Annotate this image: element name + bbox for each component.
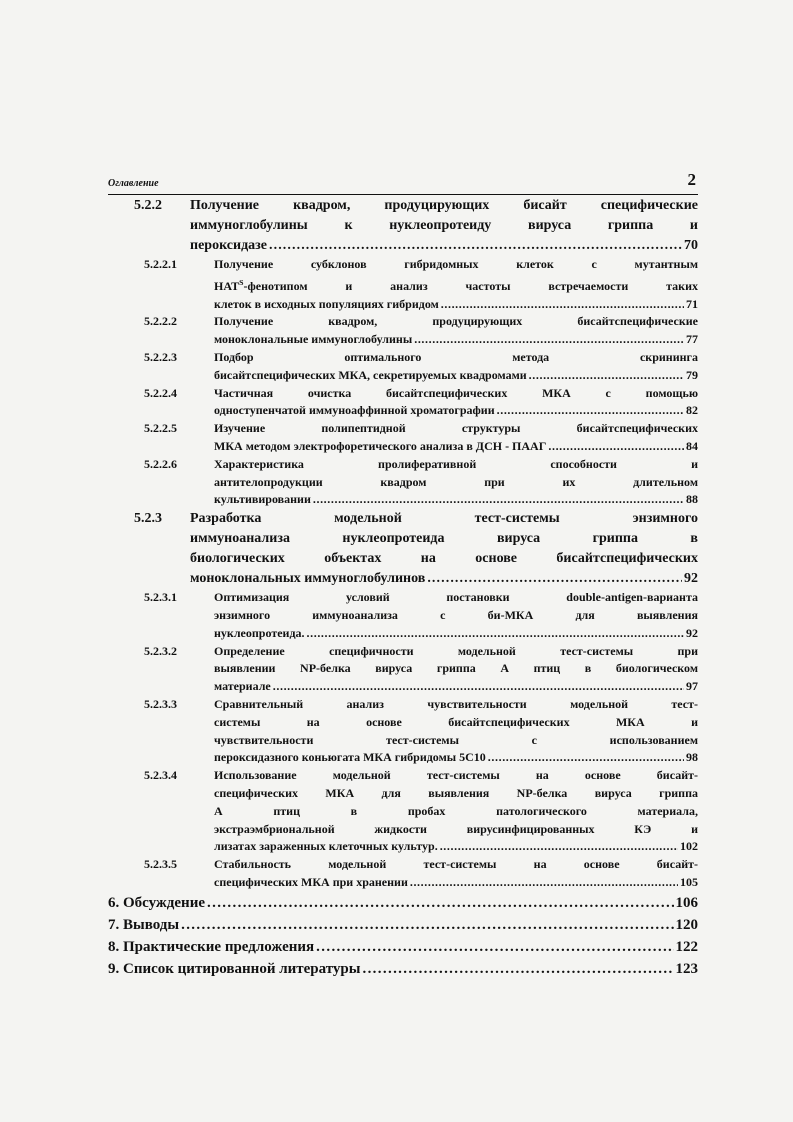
toc-entry [108,509,698,589]
section-title-end: 7. Выводы [108,916,180,933]
section-title-end: моноклональные иммуноглобулины [214,332,413,347]
section-title-end: материале [214,679,271,694]
section-title-line: Оптимизация условий постановки double-antigen-варианта [214,590,698,605]
dot-leader [207,892,674,914]
section-title-end: культивировании [214,492,311,507]
toc-entry [108,589,698,642]
section-title-line: иммуноанализа нуклеопротеида вируса гриппа в [190,531,698,547]
toc-entry [108,456,698,509]
section-number: 5.2.2.2 [144,314,177,329]
dot-leader [488,749,684,767]
section-title-line: биологических объектах на основе бисайтспецифических [190,551,698,567]
toc-leader-line [108,892,698,914]
toc-entry [108,914,698,936]
toc-page-number: 122 [675,938,698,955]
section-number: 5.2.2.6 [144,456,177,471]
toc-leader-line [108,936,698,958]
dot-leader [410,874,678,892]
section-number: 5.2.3 [134,511,162,527]
dot-leader [497,402,684,420]
toc-leader-line [214,678,698,696]
section-title-line: Стабильность модельной тест-системы на основе бисайт- [214,857,698,872]
toc-leader-line [214,838,698,856]
toc-page-number: 71 [686,296,698,311]
section-title-line: Использование модельной тест-системы на основе бисайт- [214,768,698,783]
toc-page-number: 88 [686,492,698,507]
section-title-end: 9. Список цитированной литературы [108,960,361,977]
section-title-line: Разработка модельной тест-системы энзимного [190,511,698,527]
toc-leader-line [214,625,698,643]
section-title-line: антителопродукции квадром при их длительном [214,474,698,489]
toc-leader-line [214,874,698,892]
dot-leader [362,958,673,980]
toc-entry [108,767,698,856]
toc-leader-line [214,367,698,385]
toc-entry [108,958,698,980]
dot-leader [529,367,684,385]
toc-page-number: 105 [680,874,698,889]
toc-leader-line [214,749,698,767]
toc-entry [108,385,698,421]
toc-entry [108,643,698,696]
toc-page-number: 84 [686,438,698,453]
section-title-end: пероксидазе [190,238,267,253]
section-title-end: клеток в исходных популяциях гибридом [214,296,439,311]
toc-entry [108,313,698,349]
toc-page-number: 97 [686,679,698,694]
section-title-line: чувствительности тест-системы с использованием [214,732,698,747]
section-title-line: выявлении NP-белка вируса гриппа А птиц в биологическом [214,661,698,676]
toc-entry [108,892,698,914]
section-title-line: А птиц в пробах патологического материала, [214,803,698,818]
dot-leader [273,678,684,696]
section-title-end: одноступенчатой иммуноаффинной хроматографии [214,403,495,418]
dot-leader [316,936,673,958]
toc-leader-line [190,236,698,256]
section-title-line: Изучение полипептидной структуры бисайтспецифических [214,421,698,436]
toc-entry [108,696,698,767]
page-header [108,172,698,195]
section-title-end: МКА методом электрофоретического анализа в ДСН - ПААГ [214,438,547,453]
section-title-line: Получение квадром, продуцирующих бисайтспецифические [214,314,698,329]
table-of-contents [108,196,698,980]
section-title-line: Сравнительный анализ чувствительности модельной тест- [214,696,698,711]
section-title-line: $HAT^S$-фенотипом и анализ частоты встречаемости таких [214,277,698,293]
toc-entry [108,196,698,256]
toc-page-number: 77 [686,332,698,347]
toc-entry [108,256,698,313]
section-title-end: 8. Практические предложения [108,938,315,955]
section-number: 5.2.3.4 [144,768,177,783]
toc-page-number: 102 [680,839,698,854]
toc-page-number: 92 [684,571,698,587]
section-number: 5.2.3.2 [144,643,177,658]
toc-page-number: 98 [686,750,698,765]
section-title-end: бисайтспецифических МКА, секретируемых квадромами [214,367,527,382]
section-title-end: моноклональных иммуноглобулинов [190,571,426,587]
toc-leader-line [190,569,698,589]
toc-leader-line [214,402,698,420]
section-title-line: Определение специфичности модельной тест-системы при [214,643,698,658]
dot-leader [414,331,684,349]
toc-leader-line [214,296,698,314]
toc-entry [108,856,698,892]
dot-leader [440,838,678,856]
section-number: 5.2.2 [134,198,162,213]
dot-leader [441,296,684,314]
dot-leader [548,438,684,456]
toc-page-number: 106 [675,894,698,911]
toc-page-number: 123 [675,960,698,977]
running-title: Оглавление [108,178,159,189]
dot-leader [307,625,684,643]
section-title-end: нуклеопротеида. [214,625,305,640]
page-number: 2 [687,170,696,189]
toc-entry [108,349,698,385]
toc-leader-line [108,914,698,936]
section-title-end: пероксидазного коньюгата МКА гибридомы 5С10 [214,750,486,765]
toc-leader-line [214,331,698,349]
toc-entry [108,936,698,958]
toc-leader-line [108,958,698,980]
section-number: 5.2.2.1 [144,257,177,271]
dot-leader [181,914,673,936]
section-number: 5.2.2.5 [144,421,177,436]
section-title-line: энзимного иммуноанализа с би-МКА для выявления [214,607,698,622]
dot-leader [427,569,682,589]
section-title-end: специфических МКА при хранении [214,874,408,889]
dot-leader [313,491,684,509]
section-title-line: специфических МКА для выявления NP-белка вируса гриппа [214,785,698,800]
toc-page-number: 120 [675,916,698,933]
section-number: 5.2.3.1 [144,590,177,605]
toc-page-number: 70 [684,238,698,253]
section-title-line: Получение субклонов гибридомных клеток с мутантным [214,257,698,271]
section-title-line: Характеристика пролиферативной способности и [214,456,698,471]
toc-page-number: 79 [686,367,698,382]
toc-page-number: 92 [686,625,698,640]
section-number: 5.2.2.3 [144,349,177,364]
section-number: 5.2.3.3 [144,696,177,711]
section-title-end: лизатах зараженных клеточных культур. [214,839,438,854]
toc-page-number: 82 [686,403,698,418]
section-title-line: экстраэмбриональной жидкости вирусинфицированных КЭ и [214,821,698,836]
dot-leader [269,236,682,256]
toc-leader-line [214,438,698,456]
toc-leader-line [214,491,698,509]
section-number: 5.2.2.4 [144,385,177,400]
section-title-line: Частичная очистка бисайтспецифических МКА с помощью [214,385,698,400]
section-number: 5.2.3.5 [144,857,177,872]
section-title-line: системы на основе бисайтспецифических МКА и [214,714,698,729]
section-title-line: иммуноглобулины к нуклеопротеиду вируса гриппа и [190,218,698,233]
section-title-end: 6. Обсуждение [108,894,205,911]
section-title-line: Подбор оптимального метода скрининга [214,349,698,364]
toc-entry [108,420,698,456]
section-title-line: Получение квадром, продуцирующих бисайт специфические [190,198,698,213]
